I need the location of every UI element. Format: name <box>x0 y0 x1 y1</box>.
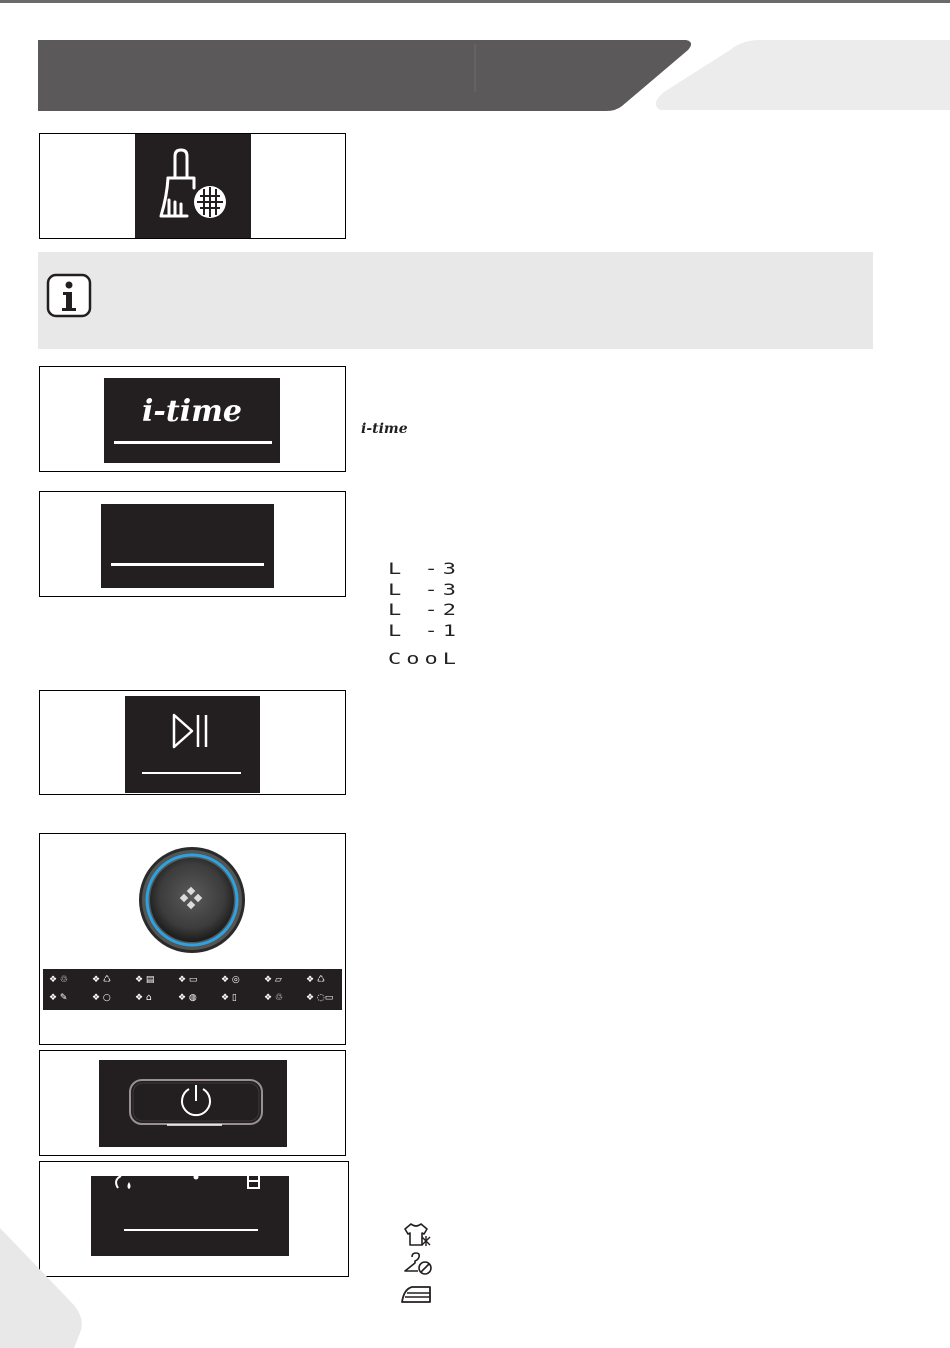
info-icon <box>46 273 92 318</box>
program-knob-box <box>39 833 346 1045</box>
program-row-2-item-7[interactable]: ❖ ◌▭ <box>306 993 334 1003</box>
page-corner-tab <box>0 1228 90 1348</box>
segment-cool: CooL <box>388 650 461 669</box>
itime-underline <box>114 441 272 444</box>
brush-filter-panel-box <box>39 133 346 239</box>
segment-l2: L -2 <box>388 601 461 620</box>
program-row-2-item-3[interactable]: ❖ ⌂ <box>135 993 152 1003</box>
options-panel[interactable] <box>91 1176 289 1256</box>
option-symbols <box>91 1176 289 1256</box>
program-row-2-item-4[interactable]: ❖ ◍ <box>178 993 197 1003</box>
power-panel <box>99 1060 287 1147</box>
program-row-1-item-7[interactable]: ❖ ♺ <box>306 975 325 985</box>
itime-panel-box <box>39 366 346 472</box>
itime-inline-label: i-time <box>361 421 408 437</box>
blank-panel-box <box>39 491 346 597</box>
header-tab <box>656 40 950 110</box>
program-knob[interactable] <box>138 846 246 954</box>
program-row-1-item-2[interactable]: ❖ ♺ <box>92 975 111 985</box>
shirt-care-icon <box>402 1222 434 1248</box>
play-pause-panel-box <box>39 690 346 795</box>
segment-l1: L -1 <box>388 622 461 641</box>
itime-label: i-time <box>142 394 242 429</box>
header-banner <box>0 0 950 120</box>
program-row-2-item-6[interactable]: ❖ ♲ <box>264 993 283 1003</box>
program-row-2-item-1[interactable]: ❖ ✎ <box>49 993 68 1003</box>
itime-button[interactable] <box>104 378 280 463</box>
play-pause-button[interactable] <box>125 696 260 793</box>
program-strip <box>43 969 342 1010</box>
power-icon <box>182 1085 210 1115</box>
program-row-1-item-4[interactable]: ❖ ▭ <box>178 975 198 985</box>
hanger-no-icon <box>402 1251 434 1277</box>
program-row-1-item-6[interactable]: ❖ ▱ <box>264 975 282 985</box>
power-panel-box <box>39 1050 346 1156</box>
play-pause-icon <box>171 713 211 751</box>
iron-icon <box>400 1281 434 1305</box>
play-pause-underline <box>142 772 241 774</box>
program-row-1-item-3[interactable]: ❖ ▤ <box>135 975 155 985</box>
program-row-2-item-2[interactable]: ❖ ○ <box>92 993 111 1003</box>
program-row-1-item-1[interactable]: ❖ ♲ <box>49 975 68 985</box>
segment-l3-a: L -3 <box>388 560 461 579</box>
header-bar <box>38 40 691 111</box>
segment-l3-b: L -3 <box>388 581 461 600</box>
blank-underline <box>111 563 264 566</box>
power-button[interactable] <box>127 1077 267 1129</box>
brush-with-filter-icon <box>135 134 251 238</box>
program-row-1-item-5[interactable]: ❖ ◎ <box>221 975 240 985</box>
note-block <box>38 252 873 349</box>
blank-button[interactable] <box>101 504 274 588</box>
brush-filter-panel <box>135 134 251 238</box>
program-row-2-item-5[interactable]: ❖ ▯ <box>221 993 237 1003</box>
